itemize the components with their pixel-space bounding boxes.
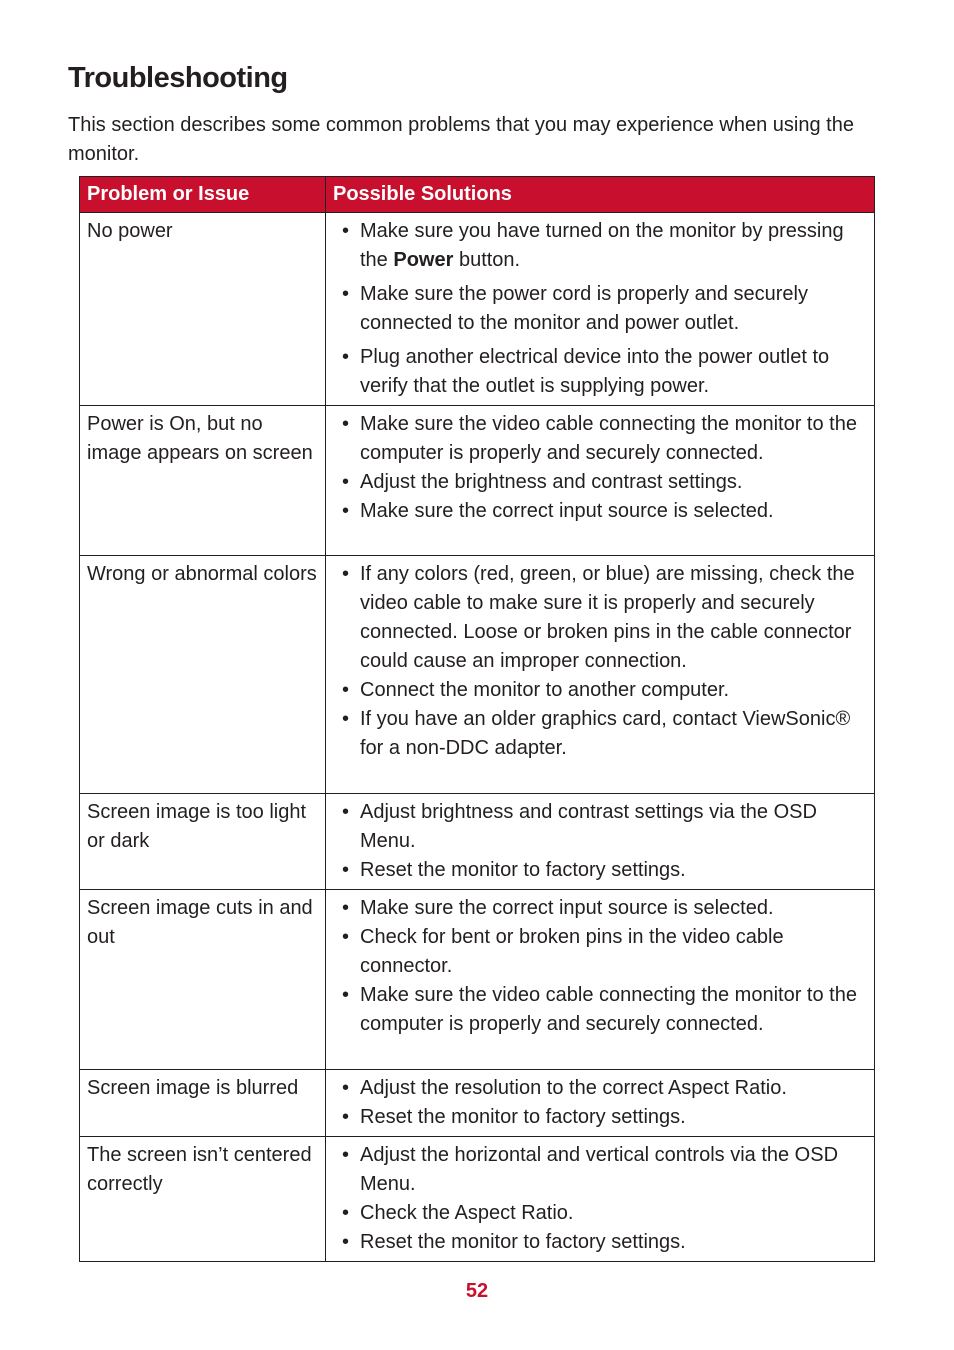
page-number: 52: [465, 1280, 489, 1302]
solution-text: If you have an older graphics card, contact ViewSonic® for a non-DDC adapter.: [360, 708, 851, 759]
solution-text: Reset the monitor to factory settings.: [360, 1231, 686, 1253]
solutions-list: [333, 560, 867, 763]
solution-text: button.: [453, 249, 521, 271]
solution-text: Adjust the brightness and contrast settings.: [360, 471, 743, 493]
solution-text: Plug another electrical device into the power outlet to verify that the outlet is supplying power.: [360, 346, 830, 397]
problem-cell: Screen image cuts in and out: [80, 890, 326, 1070]
solution-text: Reset the monitor to factory settings.: [360, 1106, 686, 1128]
solution-text: Adjust the horizontal and vertical controls via the OSD Menu.: [360, 1144, 839, 1195]
solution-item: [335, 894, 867, 923]
solution-item: [335, 560, 867, 676]
solutions-cell: [326, 794, 875, 890]
solution-item: [335, 217, 867, 275]
solution-item: [335, 923, 867, 981]
solution-item: [335, 676, 867, 705]
solutions-cell: [326, 1137, 875, 1262]
troubleshooting-table: [79, 176, 875, 1262]
table-row: [80, 794, 875, 890]
solution-text: Check for bent or broken pins in the video cable connector.: [360, 926, 784, 977]
problem-cell: Power is On, but no image appears on screen: [80, 406, 326, 556]
problem-cell: No power: [80, 213, 326, 406]
solution-item: [335, 798, 867, 856]
solution-text: If any colors (red, green, or blue) are missing, check the video cable to make sure it is properly and securely connected. Loose or broken pins in the cable connector could cause an improper connection.: [360, 563, 855, 672]
problem-cell: Screen image is blurred: [80, 1070, 326, 1137]
solution-item: [335, 343, 867, 401]
table-row: [80, 213, 875, 406]
solution-item: [335, 1103, 867, 1132]
solution-item: [335, 280, 867, 338]
solution-text: Adjust brightness and contrast settings via the OSD Menu.: [360, 801, 817, 852]
solution-text: Make sure the video cable connecting the monitor to the computer is properly and securely connected.: [360, 984, 857, 1035]
solution-text: Make sure the power cord is properly and securely connected to the monitor and power outlet.: [360, 283, 808, 334]
solution-item: [335, 1074, 867, 1103]
problem-cell: The screen isn’t centered correctly: [80, 1137, 326, 1262]
solutions-list: [333, 1141, 867, 1257]
solution-text: Make sure the correct input source is selected.: [360, 500, 774, 522]
solution-item: [335, 1141, 867, 1199]
solution-item: [335, 468, 867, 497]
solution-item: [335, 981, 867, 1039]
solutions-cell: [326, 890, 875, 1070]
intro-paragraph: This section describes some common problems that you may experience when using the monitor.: [68, 114, 854, 165]
solutions-list: [333, 798, 867, 885]
solutions-list: [333, 410, 867, 526]
solution-text: Adjust the resolution to the correct Aspect Ratio.: [360, 1077, 787, 1099]
solutions-cell: [326, 1070, 875, 1137]
solution-item: [335, 1228, 867, 1257]
solution-item: [335, 705, 867, 763]
solution-item: [335, 1199, 867, 1228]
table-row: [80, 556, 875, 794]
solution-text: Make sure you have turned on the monitor by pressing the: [360, 220, 844, 271]
solution-item: [335, 856, 867, 885]
solution-item: [335, 497, 867, 526]
header-solutions: Possible Solutions: [326, 177, 875, 213]
page-title: Troubleshooting: [68, 62, 288, 94]
solution-text: Reset the monitor to factory settings.: [360, 859, 686, 881]
solutions-cell: [326, 213, 875, 406]
solution-text: Make sure the correct input source is selected.: [360, 897, 774, 919]
solutions-cell: [326, 406, 875, 556]
table-row: [80, 890, 875, 1070]
solution-text: Make sure the video cable connecting the monitor to the computer is properly and securely connected.: [360, 413, 857, 464]
problem-cell: Wrong or abnormal colors: [80, 556, 326, 794]
solutions-list: [333, 894, 867, 1039]
solution-text: Connect the monitor to another computer.: [360, 679, 730, 701]
solution-item: [335, 410, 867, 468]
table-row: [80, 406, 875, 556]
problem-cell: Screen image is too light or dark: [80, 794, 326, 890]
solutions-cell: [326, 556, 875, 794]
solution-text: Check the Aspect Ratio.: [360, 1202, 574, 1224]
table-row: [80, 1137, 875, 1262]
solutions-list: [333, 217, 867, 401]
solutions-list: [333, 1074, 867, 1132]
solution-bold-text: Power: [393, 249, 454, 271]
header-problem: Problem or Issue: [80, 177, 326, 213]
table-header-row: [80, 177, 875, 213]
table-row: [80, 1070, 875, 1137]
